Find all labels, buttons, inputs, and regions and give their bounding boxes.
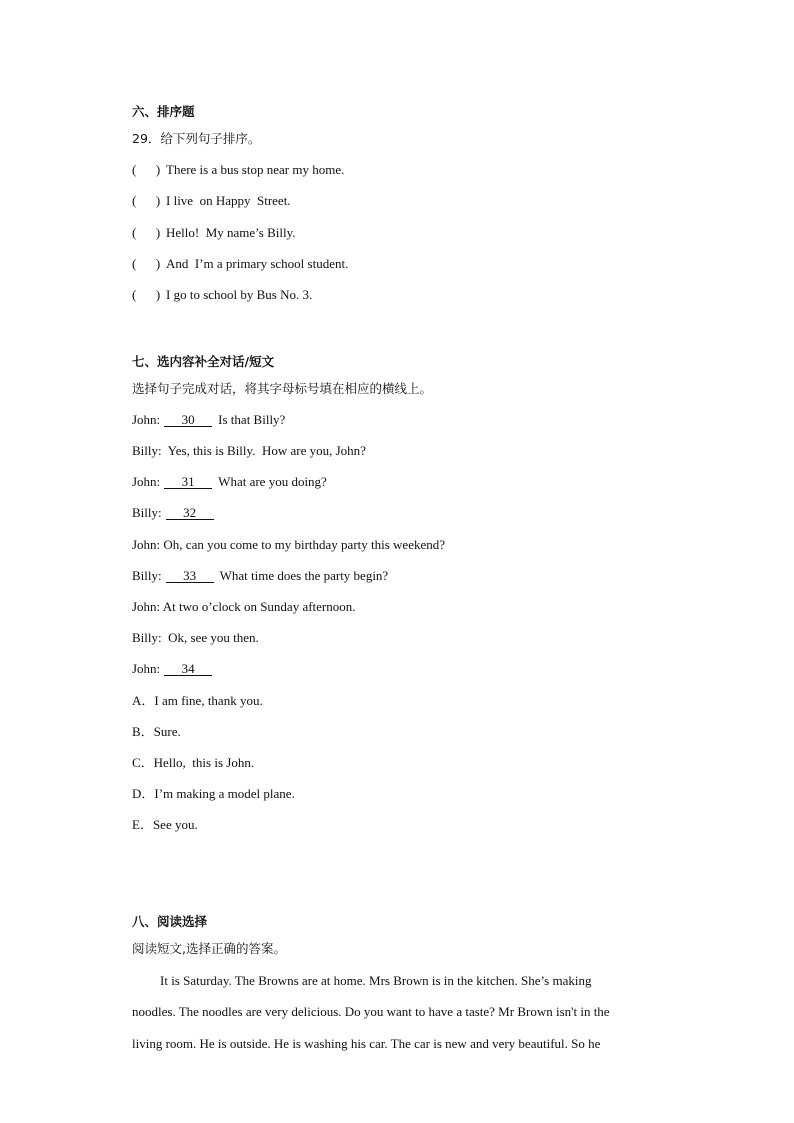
ordering-item <box>132 287 312 303</box>
ordering-item <box>132 256 348 272</box>
speaker: John: <box>132 599 161 614</box>
option-letter: D． <box>132 786 155 801</box>
option-text: Hello, this is John. <box>153 755 255 770</box>
answer-blank[interactable]: 31 <box>164 475 212 489</box>
section-heading-6: 六、排序题 <box>132 104 195 119</box>
answer-paren[interactable]: ( ) <box>132 225 161 240</box>
dialogue-text: What time does the party begin? <box>219 568 389 583</box>
answer-paren[interactable]: ( ) <box>132 287 161 302</box>
answer-paren[interactable]: ( ) <box>132 162 161 177</box>
dialogue-text: At two o’clock on Sunday afternoon. <box>162 599 356 614</box>
passage-line <box>160 973 662 989</box>
answer-paren[interactable]: ( ) <box>132 256 161 271</box>
ordering-item-text: And I’m a primary school student. <box>166 256 349 271</box>
answer-blank[interactable]: 30 <box>164 413 212 427</box>
section-instruction-7: 选择句子完成对话，将其字母标号填在相应的横线上。 <box>132 381 433 396</box>
dialogue-text: Ok, see you then. <box>168 630 259 645</box>
answer-blank[interactable]: 33 <box>166 569 214 583</box>
option-b <box>132 724 181 740</box>
dialogue-text: Is that Billy? <box>218 412 286 427</box>
passage-line-text: noodles. The noodles are very delicious. Do you want to have a taste? Mr Brown isn't in the <box>132 1004 610 1019</box>
option-text: I’m making a model plane. <box>154 786 295 801</box>
dialogue-line <box>132 412 285 428</box>
dialogue-line <box>132 630 259 646</box>
option-letter: E． <box>132 817 153 832</box>
section-heading-7: 七、选内容补全对话/短文 <box>132 354 275 369</box>
option-c <box>132 755 254 771</box>
answer-blank[interactable]: 32 <box>166 506 214 520</box>
speaker: Billy: <box>132 568 162 583</box>
option-a <box>132 693 263 709</box>
speaker: John: <box>132 474 161 489</box>
passage-line <box>132 1004 662 1020</box>
answer-paren[interactable]: ( ) <box>132 193 161 208</box>
ordering-item <box>132 193 291 209</box>
ordering-item-text: I go to school by Bus No. 3. <box>166 287 313 302</box>
speaker: Billy: <box>132 505 162 520</box>
speaker: Billy: <box>132 443 162 458</box>
dialogue-line <box>132 599 356 615</box>
option-text: I am fine, thank you. <box>154 693 263 708</box>
dialogue-line <box>132 537 445 553</box>
answer-blank[interactable]: 34 <box>164 662 212 676</box>
dialogue-line <box>132 474 327 490</box>
speaker: John: <box>132 661 161 676</box>
speaker: John: <box>132 412 161 427</box>
dialogue-text: Yes, this is Billy. How are you, John? <box>167 443 366 458</box>
dialogue-line <box>132 505 220 521</box>
dialogue-line <box>132 661 218 677</box>
option-letter: A． <box>132 693 155 708</box>
ordering-item <box>132 162 344 178</box>
section-heading-8: 八、阅读选择 <box>132 914 208 929</box>
ordering-item-text: I live on Happy Street. <box>166 193 291 208</box>
ordering-item-text: Hello! My name’s Billy. <box>166 225 296 240</box>
question-29: 29．给下列句子排序。 <box>132 131 261 146</box>
ordering-item <box>132 225 296 241</box>
dialogue-text: What are you doing? <box>218 474 327 489</box>
passage-line <box>132 1036 662 1052</box>
passage-line-text: living room. He is outside. He is washing his car. The car is new and very beautiful. So he <box>132 1036 601 1051</box>
section-instruction-8: 阅读短文,选择正确的答案。 <box>132 941 286 956</box>
speaker: Billy: <box>132 630 162 645</box>
option-d <box>132 786 295 802</box>
option-text: Sure. <box>153 724 181 739</box>
dialogue-line <box>132 443 366 459</box>
option-text: See you. <box>152 817 198 832</box>
option-letter: B． <box>132 724 154 739</box>
option-letter: C． <box>132 755 154 770</box>
ordering-item-text: There is a bus stop near my home. <box>166 162 345 177</box>
speaker: John: <box>132 537 161 552</box>
option-e <box>132 817 198 833</box>
passage-line-text: It is Saturday. The Browns are at home. Mrs Brown is in the kitchen. She’s making <box>160 973 592 988</box>
dialogue-line <box>132 568 388 584</box>
dialogue-text: Oh, can you come to my birthday party this weekend? <box>163 537 446 552</box>
